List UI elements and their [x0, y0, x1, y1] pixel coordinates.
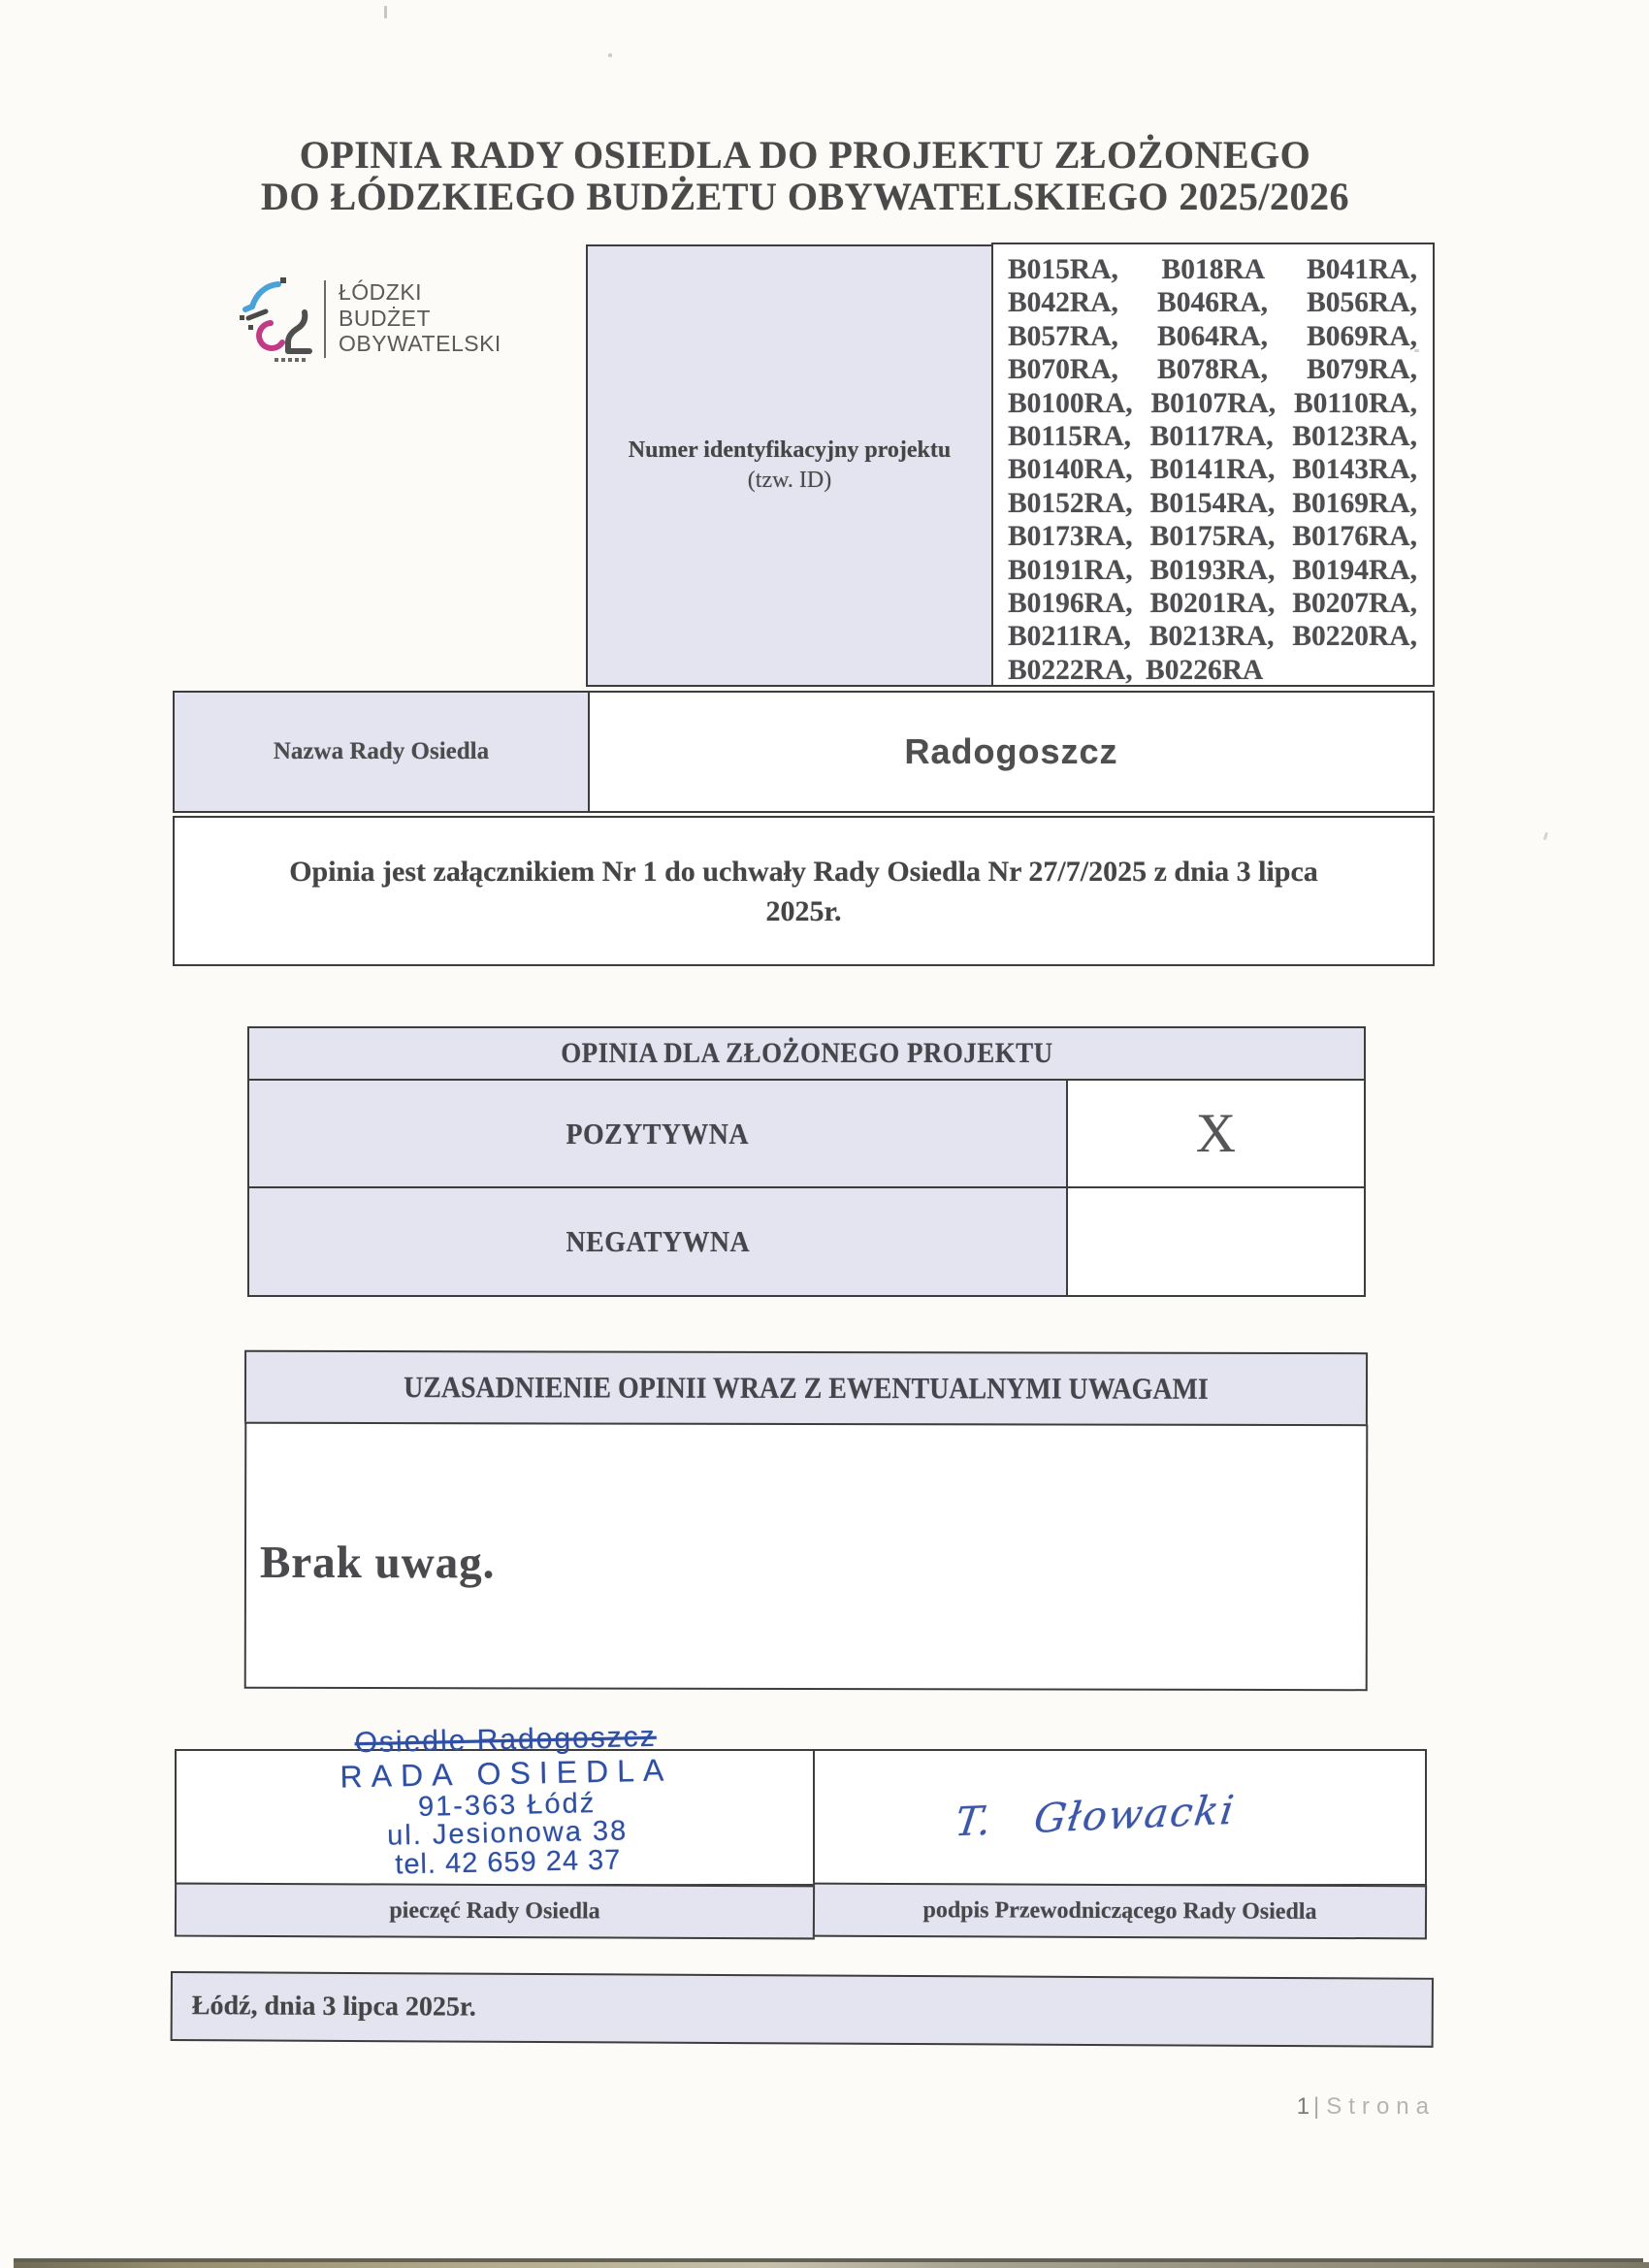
justification-body	[244, 1422, 1369, 1691]
council-name-value-cell	[588, 691, 1435, 813]
stamp-line2: 91-363 Łódź	[417, 1788, 597, 1823]
scan-speck	[384, 6, 387, 18]
id-line: B015RA, B018RA B041RA,	[1008, 254, 1417, 285]
document-title-line2: DO ŁÓDZKIEGO BUDŻETU OBYWATELSKIEGO 2025/2026	[261, 175, 1349, 218]
justification-content: Brak uwag.	[259, 1537, 496, 1589]
id-line: B042RA, B046RA, B056RA,	[1008, 287, 1417, 319]
council-ink-stamp	[241, 1718, 772, 1882]
scan-speck	[1543, 832, 1548, 841]
id-line: B0211RA, B0213RA, B0220RA,	[1008, 621, 1417, 653]
project-id-list	[1008, 253, 1417, 687]
project-id-label-cell	[586, 244, 993, 687]
id-line: B0191RA, B0193RA, B0194RA,	[1008, 554, 1417, 586]
document-title	[116, 134, 1494, 217]
date-box	[171, 1971, 1434, 2048]
signature-caption: podpis Przewodniczącego Rady Osiedla	[922, 1896, 1317, 1925]
attachment-note-box	[173, 816, 1435, 966]
stamp-caption-cell	[175, 1883, 815, 1940]
scan-edge-strip	[14, 2262, 1649, 2268]
id-line: B0140RA, B0141RA, B0143RA,	[1008, 454, 1417, 486]
logo-divider	[324, 280, 326, 358]
opinion-positive-label: POZYTYWNA	[566, 1116, 750, 1150]
opinion-negative-label: NEGATYWNA	[566, 1224, 750, 1258]
id-line: B0115RA, B0117RA, B0123RA,	[1008, 421, 1417, 453]
scan-speck	[608, 53, 612, 57]
council-name-label-cell	[173, 691, 590, 813]
project-id-sublabel: (tzw. ID)	[747, 468, 832, 493]
id-line: B0100RA, B0107RA, B0110RA,	[1008, 387, 1417, 419]
stamp-line3: ul. Jesionowa 38	[386, 1815, 629, 1852]
project-id-label: Numer identyfikacyjny projektu	[628, 437, 952, 463]
page-word: Strona	[1326, 2093, 1436, 2120]
opinion-positive-mark-cell	[1066, 1079, 1366, 1188]
stamp-crossed-line: Osiedle Radogoszcz	[354, 1720, 658, 1760]
logo-wordmark	[339, 279, 501, 357]
council-name-value: Radogoszcz	[904, 731, 1118, 771]
lodz-civic-budget-logo-icon	[236, 272, 325, 365]
signature-caption-cell	[813, 1883, 1427, 1940]
positive-checkbox-mark: X	[1195, 1103, 1237, 1164]
document-title-line1: OPINIA RADY OSIEDLA DO PROJEKTU ZŁOŻONEGO	[299, 133, 1311, 177]
justification-header	[244, 1350, 1368, 1426]
project-id-value-cell	[991, 243, 1435, 687]
scan-speck	[1414, 349, 1419, 352]
id-line: B070RA, B078RA, B079RA,	[1008, 354, 1417, 386]
stamp-line4: tel. 42 659 24 37	[394, 1844, 622, 1881]
opinion-positive-label-cell	[247, 1079, 1068, 1188]
logo-wordmark-line1: ŁÓDZKI	[339, 279, 423, 305]
id-line: B057RA, B064RA, B069RA,	[1008, 320, 1417, 352]
page-footer	[1193, 2093, 1436, 2121]
logo-wordmark-line3: OBYWATELSKI	[339, 331, 501, 356]
page-number: 1	[1296, 2093, 1310, 2120]
opinion-table-header	[247, 1026, 1366, 1081]
id-line: B0222RA, B0226RA	[1008, 654, 1264, 686]
opinion-table-header-text: OPINIA DLA ZŁOŻONEGO PROJEKTU	[560, 1037, 1053, 1069]
logo-wordmark-line2: BUDŻET	[339, 305, 431, 331]
id-line: B0196RA, B0201RA, B0207RA,	[1008, 588, 1417, 620]
page-number-separator: |	[1313, 2093, 1320, 2120]
attachment-note-line1: Opinia jest załącznikiem Nr 1 do uchwały Rady Osiedla Nr 27/7/2025 z dnia 3 lipca	[289, 855, 1318, 888]
opinion-negative-label-cell	[247, 1186, 1068, 1297]
attachment-note-line2: 2025r.	[765, 894, 842, 927]
opinion-negative-mark-cell	[1066, 1186, 1366, 1297]
justification-header-text: UZASADNIENIE OPINII WRAZ Z EWENTUALNYMI UWAGAMI	[404, 1370, 1209, 1406]
id-line: B0152RA, B0154RA, B0169RA,	[1008, 487, 1417, 519]
signature-handwriting: T. Głowacki	[952, 1786, 1239, 1846]
council-name-label: Nazwa Rady Osiedla	[273, 738, 490, 764]
id-line: B0173RA, B0175RA, B0176RA,	[1008, 521, 1417, 553]
date-text: Łódź, dnia 3 lipca 2025r.	[191, 1991, 476, 2023]
stamp-caption: pieczęć Rady Osiedla	[389, 1897, 600, 1924]
stamp-line1: RADA OSIEDLA	[340, 1752, 673, 1795]
